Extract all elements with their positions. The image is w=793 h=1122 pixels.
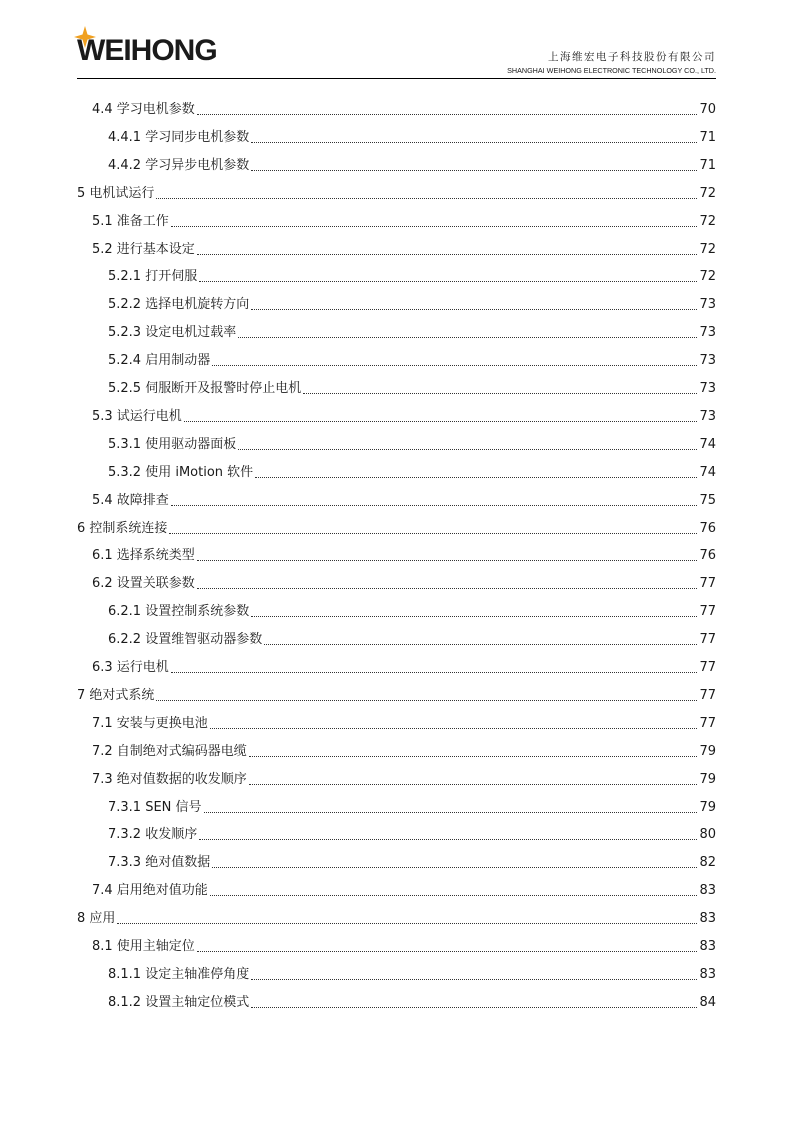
toc-dot-leader [212,867,697,868]
toc-entry-label: 7.4 启用绝对值功能 [92,883,208,899]
toc-dot-leader [251,170,697,171]
toc-entry[interactable] [108,349,716,369]
toc-entry-label: 6.1 选择系统类型 [92,548,195,564]
toc-dot-leader [264,644,697,645]
toc-dot-leader [210,895,698,896]
toc-entry-page-number: 71 [699,157,716,173]
toc-entry[interactable] [108,321,716,341]
toc-entry-label: 5.2.5 伺服断开及报警时停止电机 [108,381,302,396]
toc-dot-leader [197,560,698,561]
toc-entry-page-number: 75 [699,492,716,508]
toc-entry[interactable] [92,879,716,899]
toc-entry[interactable] [92,98,716,118]
toc-entry[interactable] [108,377,716,397]
toc-dot-leader [197,254,698,255]
toc-entry-page-number: 70 [699,102,716,117]
toc-entry[interactable] [92,489,716,509]
toc-entry-page-number: 73 [699,381,716,396]
toc-entry-label: 5.2 进行基本设定 [92,241,195,257]
toc-dot-leader [197,114,698,115]
toc-dot-leader [249,784,698,785]
toc-entry-label: 5 电机试运行 [77,185,155,201]
toc-entry[interactable] [108,600,716,620]
toc-entry-page-number: 77 [699,715,716,731]
toc-entry-page-number: 83 [699,911,716,927]
toc-dot-leader [251,142,697,143]
toc-dot-leader [251,309,697,310]
toc-dot-leader [156,700,697,701]
toc-entry-page-number: 82 [699,855,716,871]
toc-dot-leader [238,337,697,338]
toc-entry-label: 7.3.3 绝对值数据 [108,855,211,871]
toc-entry-page-number: 72 [699,241,716,257]
toc-entry[interactable] [92,712,716,732]
toc-entry[interactable] [92,405,716,425]
toc-dot-leader [251,979,697,980]
toc-dot-leader [255,477,697,478]
toc-entry[interactable] [92,656,716,676]
toc-entry[interactable] [77,517,716,537]
toc-entry-label: 7.3 绝对值数据的收发顺序 [92,771,247,787]
toc-entry-label: 4.4.2 学习异步电机参数 [108,157,250,173]
toc-entry-label: 7.1 安装与更换电池 [92,715,208,731]
toc-entry[interactable] [108,963,716,983]
toc-dot-leader [238,449,697,450]
toc-dot-leader [171,226,698,227]
toc-entry-label: 6.2 设置关联参数 [92,576,195,592]
toc-entry-page-number: 77 [699,604,716,620]
company-name-english: SHANGHAI WEIHONG ELECTRONIC TECHNOLOGY CO., LTD. [507,66,716,75]
toc-entry-label: 8.1.2 设置主轴定位模式 [108,994,250,1010]
toc-entry-label: 5.2.4 启用制动器 [108,353,211,369]
toc-entry-label: 8.1 使用主轴定位 [92,939,195,954]
toc-entry-page-number: 77 [699,687,716,703]
toc-entry[interactable] [108,461,716,481]
toc-entry-page-number: 80 [699,827,716,843]
toc-entry-page-number: 72 [699,269,716,285]
toc-entry-page-number: 79 [699,771,716,787]
toc-entry[interactable] [108,433,716,453]
toc-entry[interactable] [108,126,716,146]
toc-entry-label: 5.2.3 设定电机过载率 [108,325,237,341]
toc-entry-page-number: 72 [699,213,716,229]
toc-dot-leader [197,951,698,952]
toc-entry-page-number: 76 [699,548,716,564]
toc-dot-leader [210,728,698,729]
toc-dot-leader [303,393,697,394]
toc-entry-label: 7 绝对式系统 [77,687,155,703]
toc-entry-label: 4.4.1 学习同步电机参数 [108,129,250,145]
toc-dot-leader [212,365,697,366]
toc-entry-label: 7.3.1 SEN 信号 [108,799,202,815]
toc-entry-page-number: 76 [699,520,716,536]
toc-entry[interactable] [108,796,716,816]
toc-dot-leader [197,588,698,589]
toc-dot-leader [251,616,697,617]
toc-entry-label: 6.3 运行电机 [92,660,169,675]
toc-entry-page-number: 73 [699,408,716,424]
toc-entry-page-number: 77 [699,576,716,592]
toc-entry[interactable] [92,238,716,258]
toc-dot-leader [251,1007,697,1008]
toc-entry-page-number: 73 [699,325,716,341]
header-divider [77,78,716,79]
toc-entry-label: 5.3.2 使用 iMotion 软件 [108,464,254,480]
toc-entry[interactable] [92,210,716,230]
toc-dot-leader [204,812,698,813]
toc-entry-page-number: 72 [699,185,716,201]
toc-entry[interactable] [92,740,716,760]
toc-dot-leader [169,533,697,534]
toc-entry[interactable] [108,851,716,871]
toc-entry[interactable] [108,823,716,843]
toc-entry-label: 5.2.1 打开伺服 [108,269,198,285]
toc-entry-label: 6 控制系统连接 [77,520,168,536]
toc-entry-page-number: 84 [699,994,716,1010]
toc-entry[interactable] [92,572,716,592]
toc-entry[interactable] [92,768,716,788]
toc-entry-page-number: 77 [699,660,716,675]
toc-entry-label: 8 应用 [77,911,116,927]
toc-entry-page-number: 73 [699,353,716,369]
toc-entry-page-number: 79 [699,743,716,759]
toc-entry-label: 4.4 学习电机参数 [92,102,195,117]
toc-entry[interactable] [108,991,716,1011]
toc-entry[interactable] [108,154,716,174]
toc-entry[interactable] [77,684,716,704]
toc-entry-page-number: 73 [699,297,716,313]
toc-entry-label: 5.3.1 使用驱动器面板 [108,436,237,452]
toc-entry-page-number: 83 [699,883,716,899]
toc-entry-label: 8.1.1 设定主轴准停角度 [108,966,250,982]
toc-entry[interactable] [77,182,716,202]
toc-entry-page-number: 77 [699,632,716,648]
toc-dot-leader [171,505,698,506]
toc-entry[interactable] [77,907,716,927]
toc-entry-label: 6.2.2 设置维智驱动器参数 [108,632,263,648]
toc-entry-page-number: 83 [699,939,716,954]
toc-entry-label: 5.1 准备工作 [92,213,169,229]
toc-dot-leader [184,421,698,422]
toc-entry-label: 5.4 故障排查 [92,492,169,508]
toc-entry[interactable] [92,544,716,564]
company-name-chinese: 上海维宏电子科技股份有限公司 [548,51,716,63]
toc-entry-page-number: 74 [699,464,716,480]
company-logo: WEIHONG [77,34,217,67]
toc-entry[interactable] [108,628,716,648]
toc-entry[interactable] [108,293,716,313]
toc-entry-page-number: 74 [699,436,716,452]
toc-entry[interactable] [108,265,716,285]
toc-entry[interactable] [92,935,716,955]
toc-entry-label: 5.2.2 选择电机旋转方向 [108,297,250,313]
toc-entry-label: 7.3.2 收发顺序 [108,827,198,843]
toc-entry-page-number: 71 [699,129,716,145]
toc-entry-page-number: 79 [699,799,716,815]
page-header [0,0,793,80]
toc-dot-leader [199,839,697,840]
toc-dot-leader [171,672,698,673]
toc-entry-label: 7.2 自制绝对式编码器电缆 [92,743,247,759]
toc-entry-label: 6.2.1 设置控制系统参数 [108,604,250,620]
toc-dot-leader [199,281,697,282]
toc-dot-leader [249,756,698,757]
toc-entry-page-number: 83 [699,966,716,982]
toc-dot-leader [117,923,697,924]
toc-entry-label: 5.3 试运行电机 [92,408,182,424]
toc-dot-leader [156,198,697,199]
